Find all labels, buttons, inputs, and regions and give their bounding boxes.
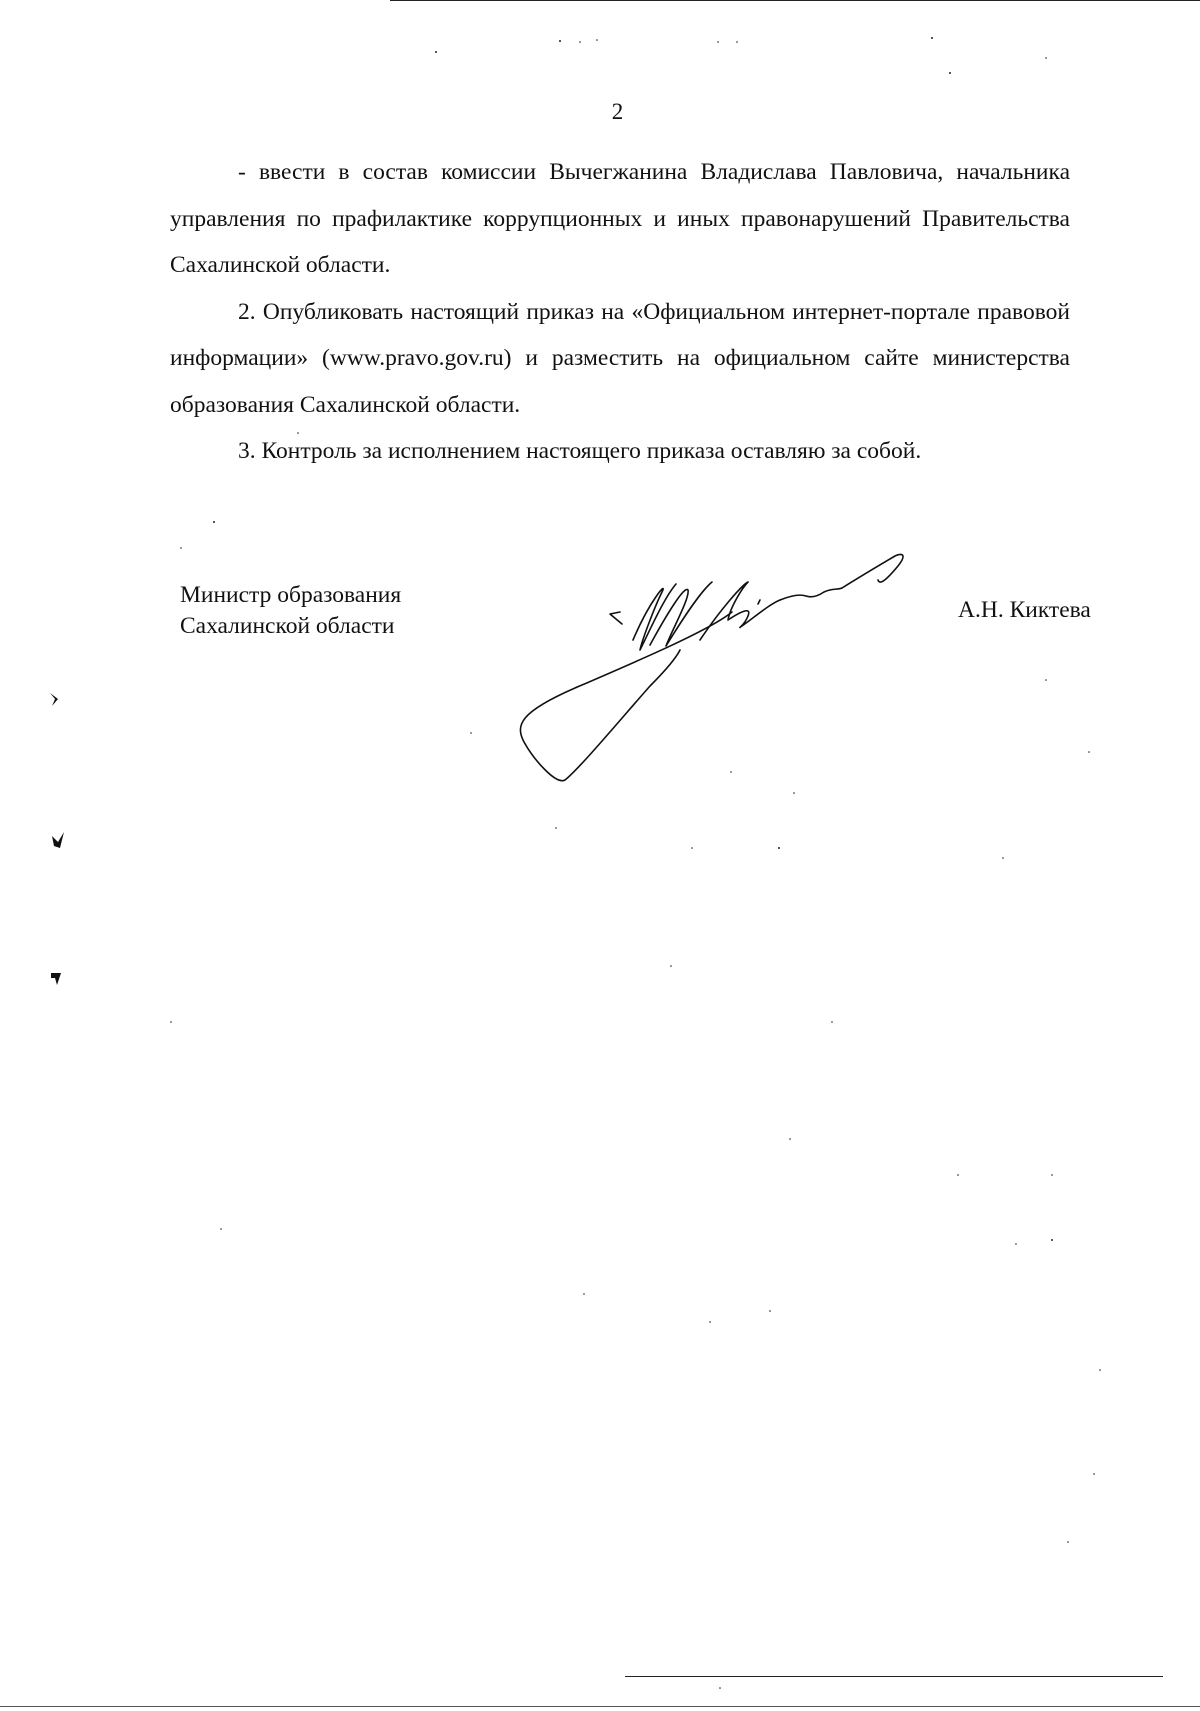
signer-position-line-2: Сахалинской области [180, 613, 395, 639]
page-number: 2 [611, 99, 624, 124]
paragraph-control: 3. Контроль за исполнением настоящего приказа оставляю за собой. [238, 438, 922, 464]
paragraph-publish: 2. Опубликовать настоящий приказ на «Официальном интернет-портале правовой информации» (www.pravo.gov.ru) и разместить на официальном сайте министерства образования Сахалинской области. [170, 298, 1070, 418]
signer-position-line-1: Министр образования [180, 582, 402, 608]
paragraph-commission: - ввести в состав комиссии Вычегжанина Владислава Павловича, начальника управления по прафилактике коррупционных и иных правонарушений Правительства Сахалинской области. [170, 159, 1070, 278]
signer-name: А.Н. Киктева [958, 597, 1091, 623]
